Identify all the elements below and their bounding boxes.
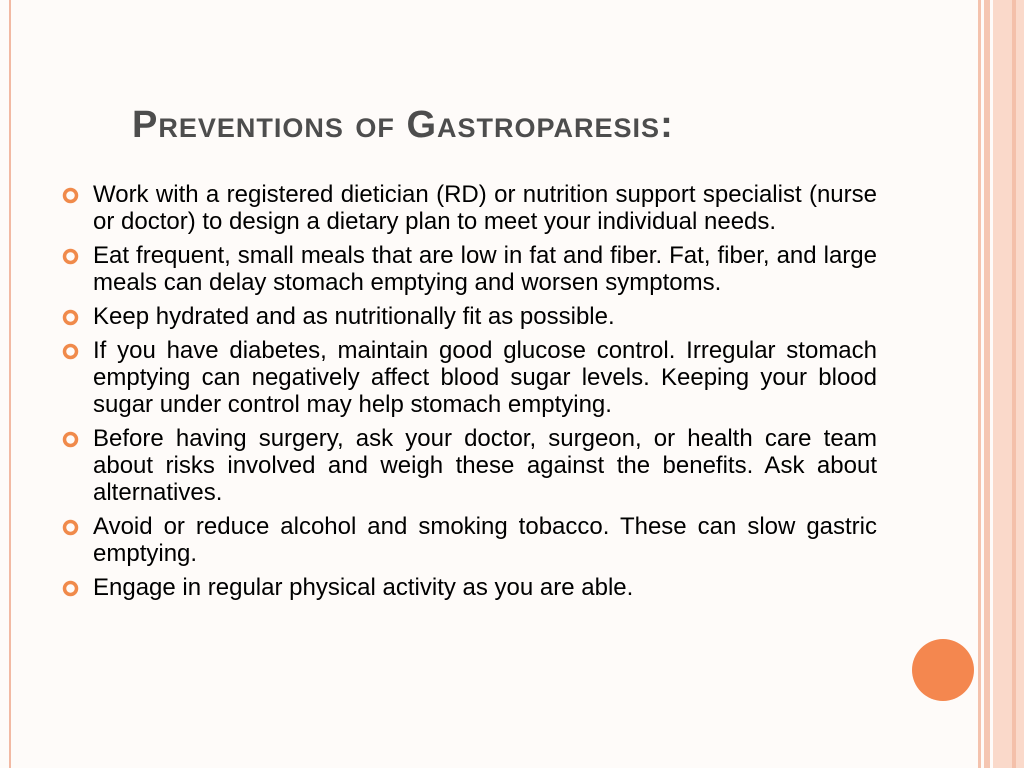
list-item xyxy=(62,337,877,418)
bullet-text: Keep hydrated and as nutritionally fit as possible. xyxy=(93,303,615,330)
list-item xyxy=(62,303,877,330)
circle-ring-bullet-icon xyxy=(62,343,79,360)
slide-title: Preventions of Gastroparesis: xyxy=(132,104,674,146)
circle-ring-bullet-icon xyxy=(62,187,79,204)
bullet-text: Work with a registered dietician (RD) or nutrition support specialist (nurse or doctor) to design a dietary plan to meet your individual needs. xyxy=(93,181,877,235)
right-decor-stripe xyxy=(1012,0,1016,768)
decorative-circle xyxy=(912,639,974,701)
right-decor-band xyxy=(993,0,1024,768)
right-decor-stripe xyxy=(984,0,990,768)
circle-ring-bullet-icon xyxy=(62,580,79,597)
left-border-line xyxy=(9,0,11,768)
bullet-text: Engage in regular physical activity as you are able. xyxy=(93,574,634,601)
list-item xyxy=(62,513,877,567)
circle-ring-bullet-icon xyxy=(62,309,79,326)
list-item xyxy=(62,425,877,506)
circle-ring-bullet-icon xyxy=(62,431,79,448)
bullet-text: Avoid or reduce alcohol and smoking tobacco. These can slow gastric emptying. xyxy=(93,513,877,567)
circle-ring-bullet-icon xyxy=(62,519,79,536)
list-item xyxy=(62,242,877,296)
list-item xyxy=(62,181,877,235)
circle-ring-bullet-icon xyxy=(62,248,79,265)
bullet-text: Before having surgery, ask your doctor, surgeon, or health care team about risks involved and weigh these against the benefits. Ask about alternatives. xyxy=(93,425,877,506)
right-decor-stripe xyxy=(978,0,981,768)
bullet-list xyxy=(62,181,877,608)
bullet-text: If you have diabetes, maintain good glucose control. Irregular stomach emptying can negatively affect blood sugar levels. Keeping your blood sugar under control may help stomach emptying. xyxy=(93,337,877,418)
bullet-text: Eat frequent, small meals that are low in fat and fiber. Fat, fiber, and large meals can delay stomach emptying and worsen symptoms. xyxy=(93,242,877,296)
list-item xyxy=(62,574,877,601)
